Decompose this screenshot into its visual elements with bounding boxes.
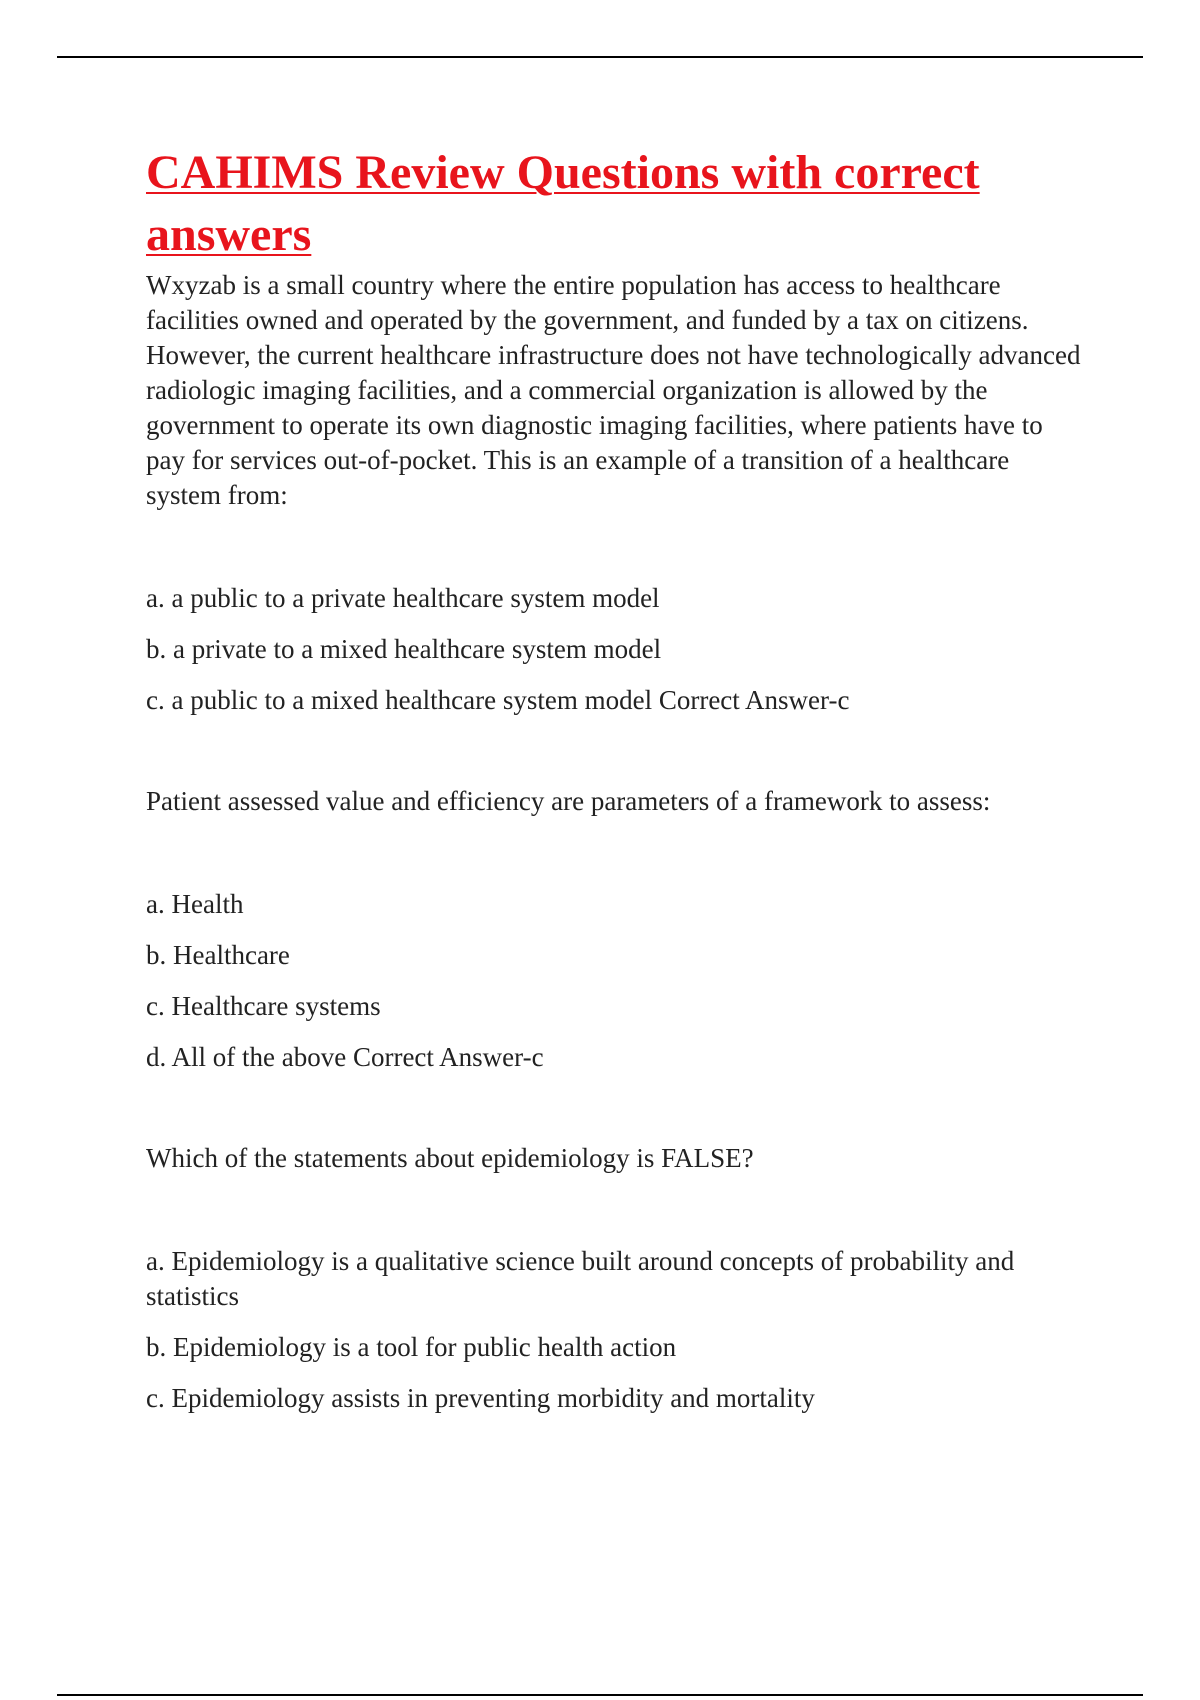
question-2-option-a: a. Health bbox=[146, 889, 244, 919]
question-2-option-b: b. Healthcare bbox=[146, 940, 290, 970]
page-title: CAHIMS Review Questions with correct answers bbox=[146, 146, 980, 261]
question-2-text: Patient assessed value and efficiency are parameters of a framework to assess: bbox=[146, 786, 991, 816]
question-1-text: Wxyzab is a small country where the entire population has access to healthcare facilities owned and operated by the government, and funded by a tax on citizens. However, the current healthcare infrastructure does not have technologically advanced radiologic imaging facilities, and a commercial organization is allowed by the government to operate its own diagnostic imaging facilities, where patients have to pay for services out-of-pocket. This is an example of a transition of a healthcare system from: bbox=[146, 270, 1081, 510]
document-body bbox=[146, 142, 1086, 1416]
question-1-option-a: a. a public to a private healthcare system model bbox=[146, 583, 660, 613]
bottom-rule bbox=[57, 1694, 1143, 1696]
question-1-options bbox=[146, 581, 1086, 718]
question-2-options bbox=[146, 887, 1086, 1075]
question-1-option-c: c. a public to a mixed healthcare system model Correct Answer-c bbox=[146, 685, 850, 715]
question-3-options bbox=[146, 1244, 1086, 1416]
question-3-option-b: b. Epidemiology is a tool for public health action bbox=[146, 1332, 677, 1362]
question-1-option-b: b. a private to a mixed healthcare system model bbox=[146, 634, 662, 664]
question-3-option-c: c. Epidemiology assists in preventing morbidity and mortality bbox=[146, 1383, 815, 1413]
question-3-text: Which of the statements about epidemiology is FALSE? bbox=[146, 1143, 754, 1173]
question-3-option-a: a. Epidemiology is a qualitative science built around concepts of probability and statistics bbox=[146, 1246, 1015, 1311]
question-2-option-d: d. All of the above Correct Answer-c bbox=[146, 1042, 544, 1072]
question-2-option-c: c. Healthcare systems bbox=[146, 991, 381, 1021]
top-rule bbox=[57, 56, 1143, 58]
